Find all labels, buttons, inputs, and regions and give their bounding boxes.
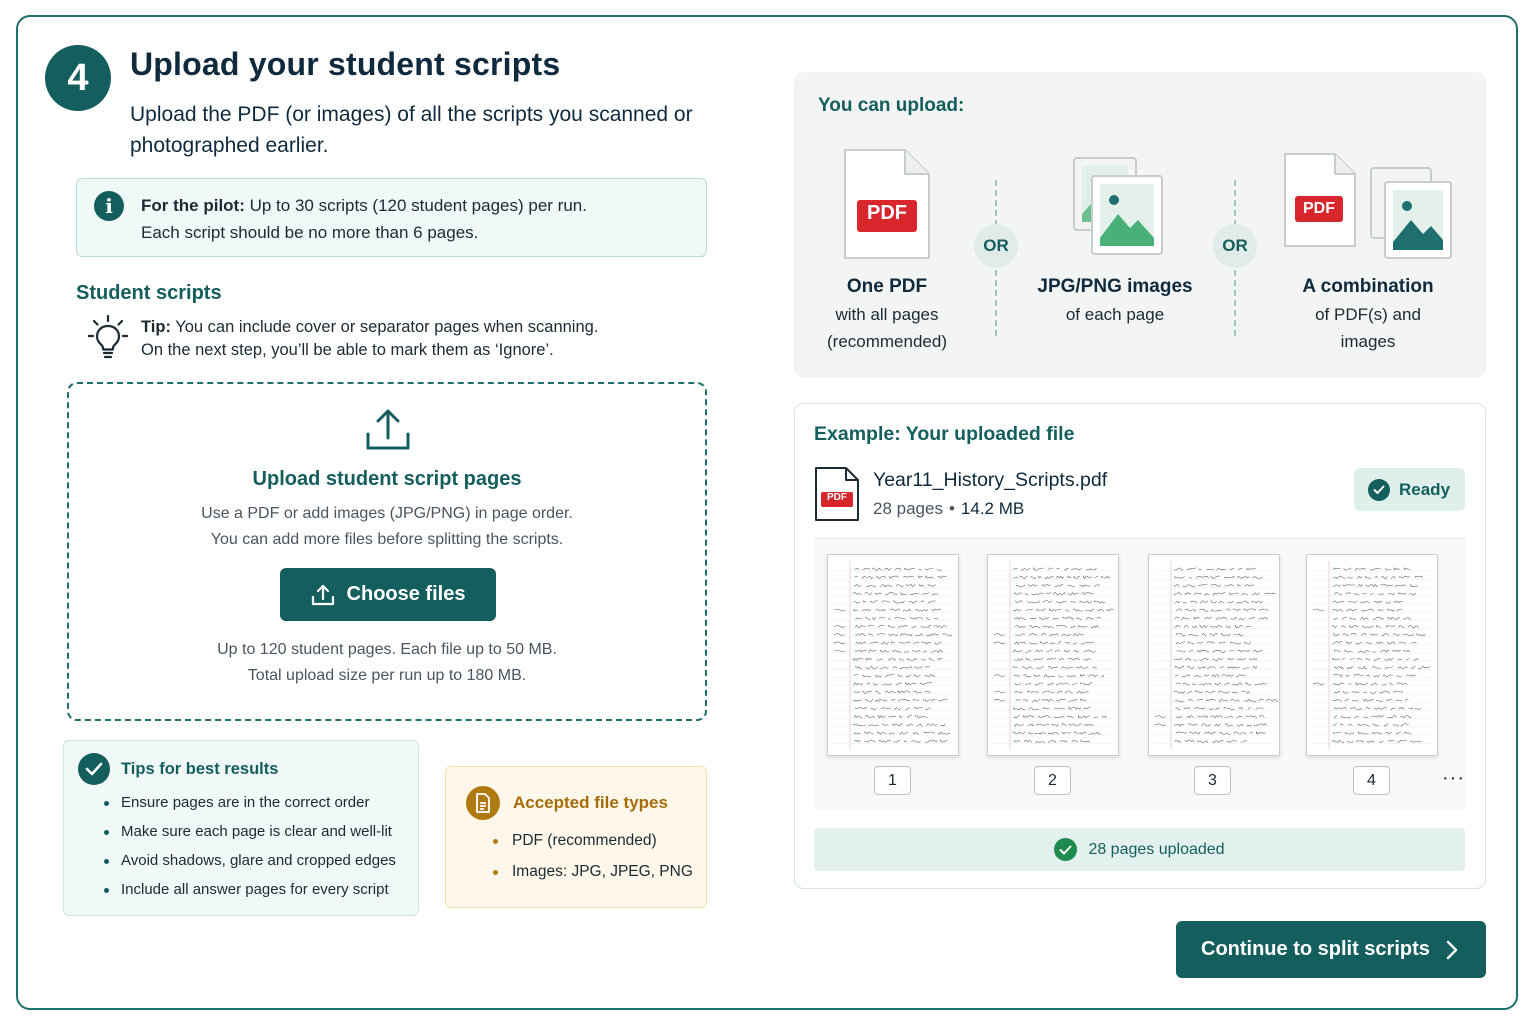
dropzone-limit-line1: Up to 120 student pages. Each file up to 50 MB. <box>217 641 557 658</box>
option-combination-title: A combination <box>1302 276 1434 297</box>
page-number: 4 <box>1353 766 1390 795</box>
option-images-line1: of each page <box>1065 305 1165 324</box>
status-label: Ready <box>1399 479 1451 499</box>
list-item: Make sure each page is clear and well-lit <box>104 822 396 851</box>
accepted-file-types-box <box>445 766 707 908</box>
handwritten-page-image <box>988 555 1117 754</box>
lightbulb-icon <box>88 314 128 360</box>
tip-line1: Tip: You can include cover or separator pages when scanning. <box>141 318 599 336</box>
pilot-info-line1: For the pilot: Up to 30 scripts (120 student pages) per run. <box>141 196 587 215</box>
page-number: 2 <box>1034 766 1071 795</box>
file-size: 14.2 MB <box>960 499 1025 518</box>
page-number: 3 <box>1194 766 1231 795</box>
handwritten-page-image <box>1149 555 1278 754</box>
step-number-badge: 4 <box>45 45 111 111</box>
pdf-badge-label: PDF <box>1303 200 1335 217</box>
page-thumbnail[interactable] <box>827 554 959 756</box>
pilot-info-line2: Each script should be no more than 6 pages. <box>141 223 479 242</box>
tips-list <box>104 793 396 909</box>
option-combination-line2: images <box>1340 332 1396 351</box>
continue-label: Continue to split scripts <box>1201 938 1430 960</box>
check-circle-icon <box>1368 479 1390 501</box>
or-separator: OR <box>974 224 1018 268</box>
continue-button[interactable] <box>1176 921 1486 978</box>
page-number: 1 <box>874 766 911 795</box>
pdf-badge-label: PDF <box>827 492 847 503</box>
page-frame <box>16 15 1518 1010</box>
option-one-pdf-title: One PDF <box>846 276 928 297</box>
tips-title: Tips for best results <box>121 760 279 778</box>
student-scripts-heading: Student scripts <box>76 282 222 304</box>
page-thumbnail[interactable] <box>1148 554 1280 756</box>
list-item: Include all answer pages for every script <box>104 880 396 909</box>
check-circle-icon <box>1054 838 1077 861</box>
more-pages-button[interactable]: ··· <box>1442 767 1465 789</box>
image-files-icon <box>1072 156 1164 256</box>
tips-box <box>63 740 419 916</box>
page-title: Upload your student scripts <box>130 46 561 82</box>
chevron-right-icon <box>1446 940 1458 960</box>
option-one-pdf-line1: with all pages <box>835 305 939 324</box>
page-thumbnails <box>814 538 1465 810</box>
handwritten-page-image <box>1307 555 1436 754</box>
or-separator: OR <box>1213 224 1257 268</box>
upload-options-title: You can upload: <box>818 95 965 116</box>
list-item: PDF (recommended) <box>493 831 693 862</box>
upload-icon <box>365 408 411 452</box>
option-one-pdf-line2: (recommended) <box>827 332 947 351</box>
list-item: Images: JPG, JPEG, PNG <box>493 862 693 893</box>
choose-files-button[interactable] <box>280 568 496 621</box>
dropzone-desc-line2: You can add more files before splitting the scripts. <box>210 531 564 548</box>
upload-options-panel <box>794 72 1486 378</box>
accepted-types-list <box>493 831 693 893</box>
check-circle-icon <box>78 753 110 785</box>
file-name: Year11_History_Scripts.pdf <box>873 469 1108 491</box>
dropzone-limit-line2: Total upload size per run up to 180 MB. <box>247 667 527 684</box>
list-item: Ensure pages are in the correct order <box>104 793 396 822</box>
example-uploaded-file-panel <box>794 403 1486 889</box>
page-subtitle: Upload the PDF (or images) of all the scripts you scanned or photographed earlier. <box>130 103 693 157</box>
info-icon: i <box>94 191 124 221</box>
pilot-info-box <box>76 178 707 257</box>
page-count: 28 pages <box>873 499 943 518</box>
dropzone-desc-line1: Use a PDF or add images (JPG/PNG) in page order. <box>201 505 573 522</box>
list-item: Avoid shadows, glare and cropped edges <box>104 851 396 880</box>
upload-dropzone[interactable] <box>67 382 707 721</box>
page-thumbnail[interactable] <box>987 554 1119 756</box>
page-thumbnail[interactable] <box>1306 554 1438 756</box>
accepted-types-title: Accepted file types <box>513 793 668 812</box>
example-title: Example: Your uploaded file <box>814 423 1075 445</box>
uploaded-text: 28 pages uploaded <box>1088 840 1225 858</box>
option-images-title: JPG/PNG images <box>1037 276 1193 297</box>
file-meta: 28 pages • 14.2 MB <box>873 499 1025 518</box>
upload-status-bar <box>814 828 1465 871</box>
choose-files-label: Choose files <box>346 583 466 605</box>
status-badge <box>1354 468 1465 511</box>
document-icon <box>466 786 500 820</box>
dropzone-title: Upload student script pages <box>252 468 522 490</box>
handwritten-page-image <box>828 555 957 754</box>
option-combination-line1: of PDF(s) and <box>1315 305 1421 324</box>
pdf-badge-label: PDF <box>867 202 907 224</box>
upload-icon <box>311 584 335 606</box>
image-file-icon <box>1369 166 1453 260</box>
tip-line2: On the next step, you’ll be able to mark them as ‘Ignore’. <box>141 341 554 359</box>
